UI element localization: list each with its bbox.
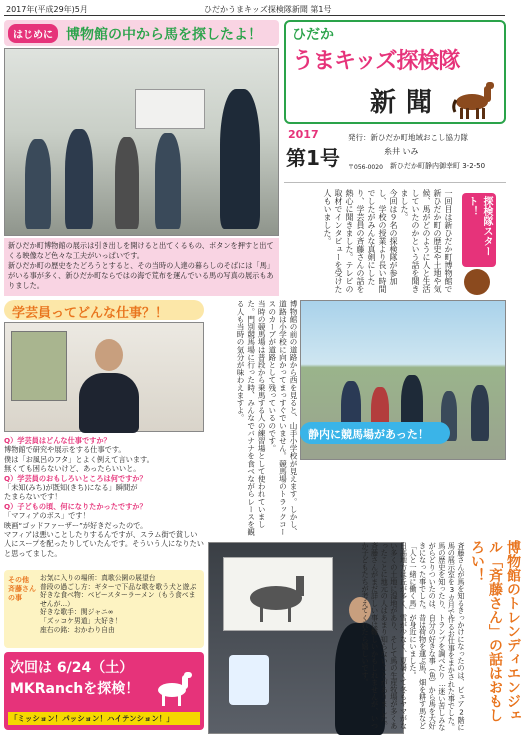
gakugei-qa xyxy=(4,436,204,568)
profile-key: 好きな歌手： xyxy=(40,608,81,617)
header-date: 2017年(平成29年)5月 xyxy=(6,5,88,14)
profile-item xyxy=(40,626,202,635)
child-figure xyxy=(65,129,93,229)
qa-answer: 博物館で研究や展示をする仕事です。 僕は「お風呂のフタ」とよく例えて言います。 無くても困らないけど、あったらいいと。 xyxy=(4,445,154,474)
profile-key: 座右の銘： xyxy=(40,625,74,634)
masthead-prefix: ひだか xyxy=(292,27,334,43)
profile-item xyxy=(40,591,202,608)
profile-key: 普段の過ごし方： xyxy=(40,582,95,591)
profile-list xyxy=(40,574,202,634)
profile-item xyxy=(40,608,202,625)
header-bar xyxy=(4,2,505,16)
profile-item xyxy=(40,574,202,583)
lead-caption: 新ひだか町博物館の展示は引き出しを開けると出てくるもの、ボタンを押すと出てくる映像など色々な工夫がいっぱいです。 新ひだか町の歴史をたどろうとすると、その当時の人達の暮らしのそばには「馬」がいる事が多く、新ひだか町ならではの海で荒布を運んでいる馬の写真の展示もありました。 xyxy=(8,241,274,290)
racetrack-title: 静内に競馬場があった！ xyxy=(308,428,429,441)
trendy-title-box xyxy=(468,540,521,732)
qa-question: Q）学芸員はどんな仕事ですか？ xyxy=(4,436,111,445)
lead-badge: はじめに xyxy=(8,24,58,43)
trendy-title: 博物館のトレンディエンジェル「斉藤さん」の話はおもしろい！ xyxy=(469,540,521,722)
lead-title: 博物館の中から馬を探したよ！ xyxy=(66,27,262,43)
issue-number: 第1号 xyxy=(286,146,340,170)
profile-box xyxy=(4,570,204,648)
profile-value: おかわり自由 xyxy=(73,625,115,634)
next-banner xyxy=(4,652,204,730)
horse-slide-icon xyxy=(224,558,332,630)
curator-body xyxy=(79,373,139,433)
editor: 糸井 いみ xyxy=(384,147,419,156)
child-figure xyxy=(25,139,51,229)
qa-question: Q）子どもの頃、何になりたかったですか？ xyxy=(4,501,147,511)
lead-caption-box xyxy=(4,238,279,296)
horse-icon xyxy=(452,80,496,120)
profile-value: 真歌公園の展望台 xyxy=(101,574,156,582)
horse-silhouette-icon xyxy=(154,670,194,708)
map-display xyxy=(11,331,67,401)
mascot-sign xyxy=(229,655,269,705)
profile-key: お気に入りの場所： xyxy=(40,574,102,582)
profile-label: その他 斉藤さんの事 xyxy=(8,576,36,602)
publisher: 発行：新ひだか町地域おこし協力隊 xyxy=(348,133,468,142)
gakugei-title: 学芸員ってどんな仕事？！ xyxy=(12,306,169,321)
horse-illustration xyxy=(452,80,496,120)
horse-icon xyxy=(154,670,194,708)
issue-info xyxy=(284,128,506,180)
trendy-text: 斉藤さんが馬を知るきっかけになったのは、ビュア2階に馬の展示室を3カ月で作るお仕事をまかされた事でした。 馬の歴史を知ったり、トランプを調べたり…迷い苦しみながらどりついたのは、自分の好きな事（魚）から馬を大好きになった事でした。昔は荷物を運ぶ馬、畑を耕す馬など「人と一緒に働く馬」が身近にいました。 日高地方は丘が多く、雪が少なく、夏暑くて冬もヤマがない多くの土地に湿地があり、そして馬の生産牧場が多くあったことに地元の人はあまり知らないことがありました。 斉藤さんがまだ詳しい事は難しいかもしれませんが、いつか子どもたちが考えてくれたら嬉しいです。 xyxy=(361,542,466,731)
curator-photo xyxy=(4,322,204,432)
adult-figure xyxy=(220,89,260,229)
display-case xyxy=(135,89,205,129)
racetrack-text: 博物館の前の道路から西を見ると、山手小学校が見えます。しかし、道路は小学校に向かってまっすぐでいません。競馬場のトラックコースのカーブが道路として残っているのです。 当時の競馬場は普段から乗馬する人の練習場として使われていました。門別競馬場に行った時、みんなでバナナを食べながらレースを観る人も当時の気分が味わえますよ。 xyxy=(236,300,298,536)
header-paper: ひだかうまキッズ探検隊新聞 第1号 xyxy=(204,5,332,14)
start-badge-box xyxy=(462,193,496,267)
next-slogan: 「ミッション！パッション！ハイテンション！」 xyxy=(8,712,200,725)
lead-title-band xyxy=(4,20,279,46)
qa-question: Q）学芸員のおもしろいところは何ですか？ xyxy=(4,473,147,483)
lead-photo-museum xyxy=(4,48,279,236)
qa-answer: 「未知(みち)が既知(きち)になる」瞬間が たまらないです！ xyxy=(4,483,138,502)
gakugei-title-band xyxy=(4,300,204,320)
address: 新ひだか町静内御幸町 3-2-50 xyxy=(390,162,486,170)
masthead xyxy=(284,20,506,124)
next-title: 次回は 6/24（土） xyxy=(10,660,134,676)
child-figure xyxy=(115,137,139,229)
child-figure xyxy=(155,133,181,229)
start-badge: 探検隊スタート！ xyxy=(466,196,492,256)
qa-answer: 「マフィアのボス」です！ 映画“ゴッドファーザー”が好きだったので。 マフィアは悪いことしたりするんですが、スラム街で貧しい人にスープを配ったりしていたんです。そういう人になりたいと思ってました。 xyxy=(4,511,204,558)
profile-value: 関ジャニ∞ 「ズッコケ男道」大好き！ xyxy=(40,608,122,625)
issue-year: 2017 xyxy=(288,128,319,141)
projection-screen xyxy=(223,557,333,631)
postal-code: 〒056-0020 xyxy=(348,164,383,171)
profile-key: 好きな食べ物： xyxy=(40,591,88,600)
start-text: 一回目は新ひだか町博物館で新ひだか町の歴史や土地や気候、馬がどのように人と生活していたのかという話を聞きました。 今回は９名の探検隊が参加し、学校の授業より長い時間でしたがみんな真剣にしたり、学芸員の斉藤さんの話を熱心に聞きました。テレビの取材でインタビューを受けた人もいました。 xyxy=(323,189,453,293)
curator-head xyxy=(95,339,123,371)
next-title2: MKRanchを探検！ xyxy=(10,681,140,697)
racetrack-title-band xyxy=(300,422,450,444)
masthead-subtitle: 新聞 xyxy=(370,88,443,118)
group-figure xyxy=(471,385,489,441)
profile-value: ギターで下品な歌を歌う犬と遊ぶ xyxy=(94,582,197,591)
horse-mascot-icon xyxy=(464,269,490,295)
masthead-title: うまキッズ探検隊 xyxy=(292,49,460,74)
start-section xyxy=(284,182,506,298)
profile-value: ベビースターラーメン（もう食べませんが…） xyxy=(40,591,196,608)
profile-item xyxy=(40,583,202,592)
